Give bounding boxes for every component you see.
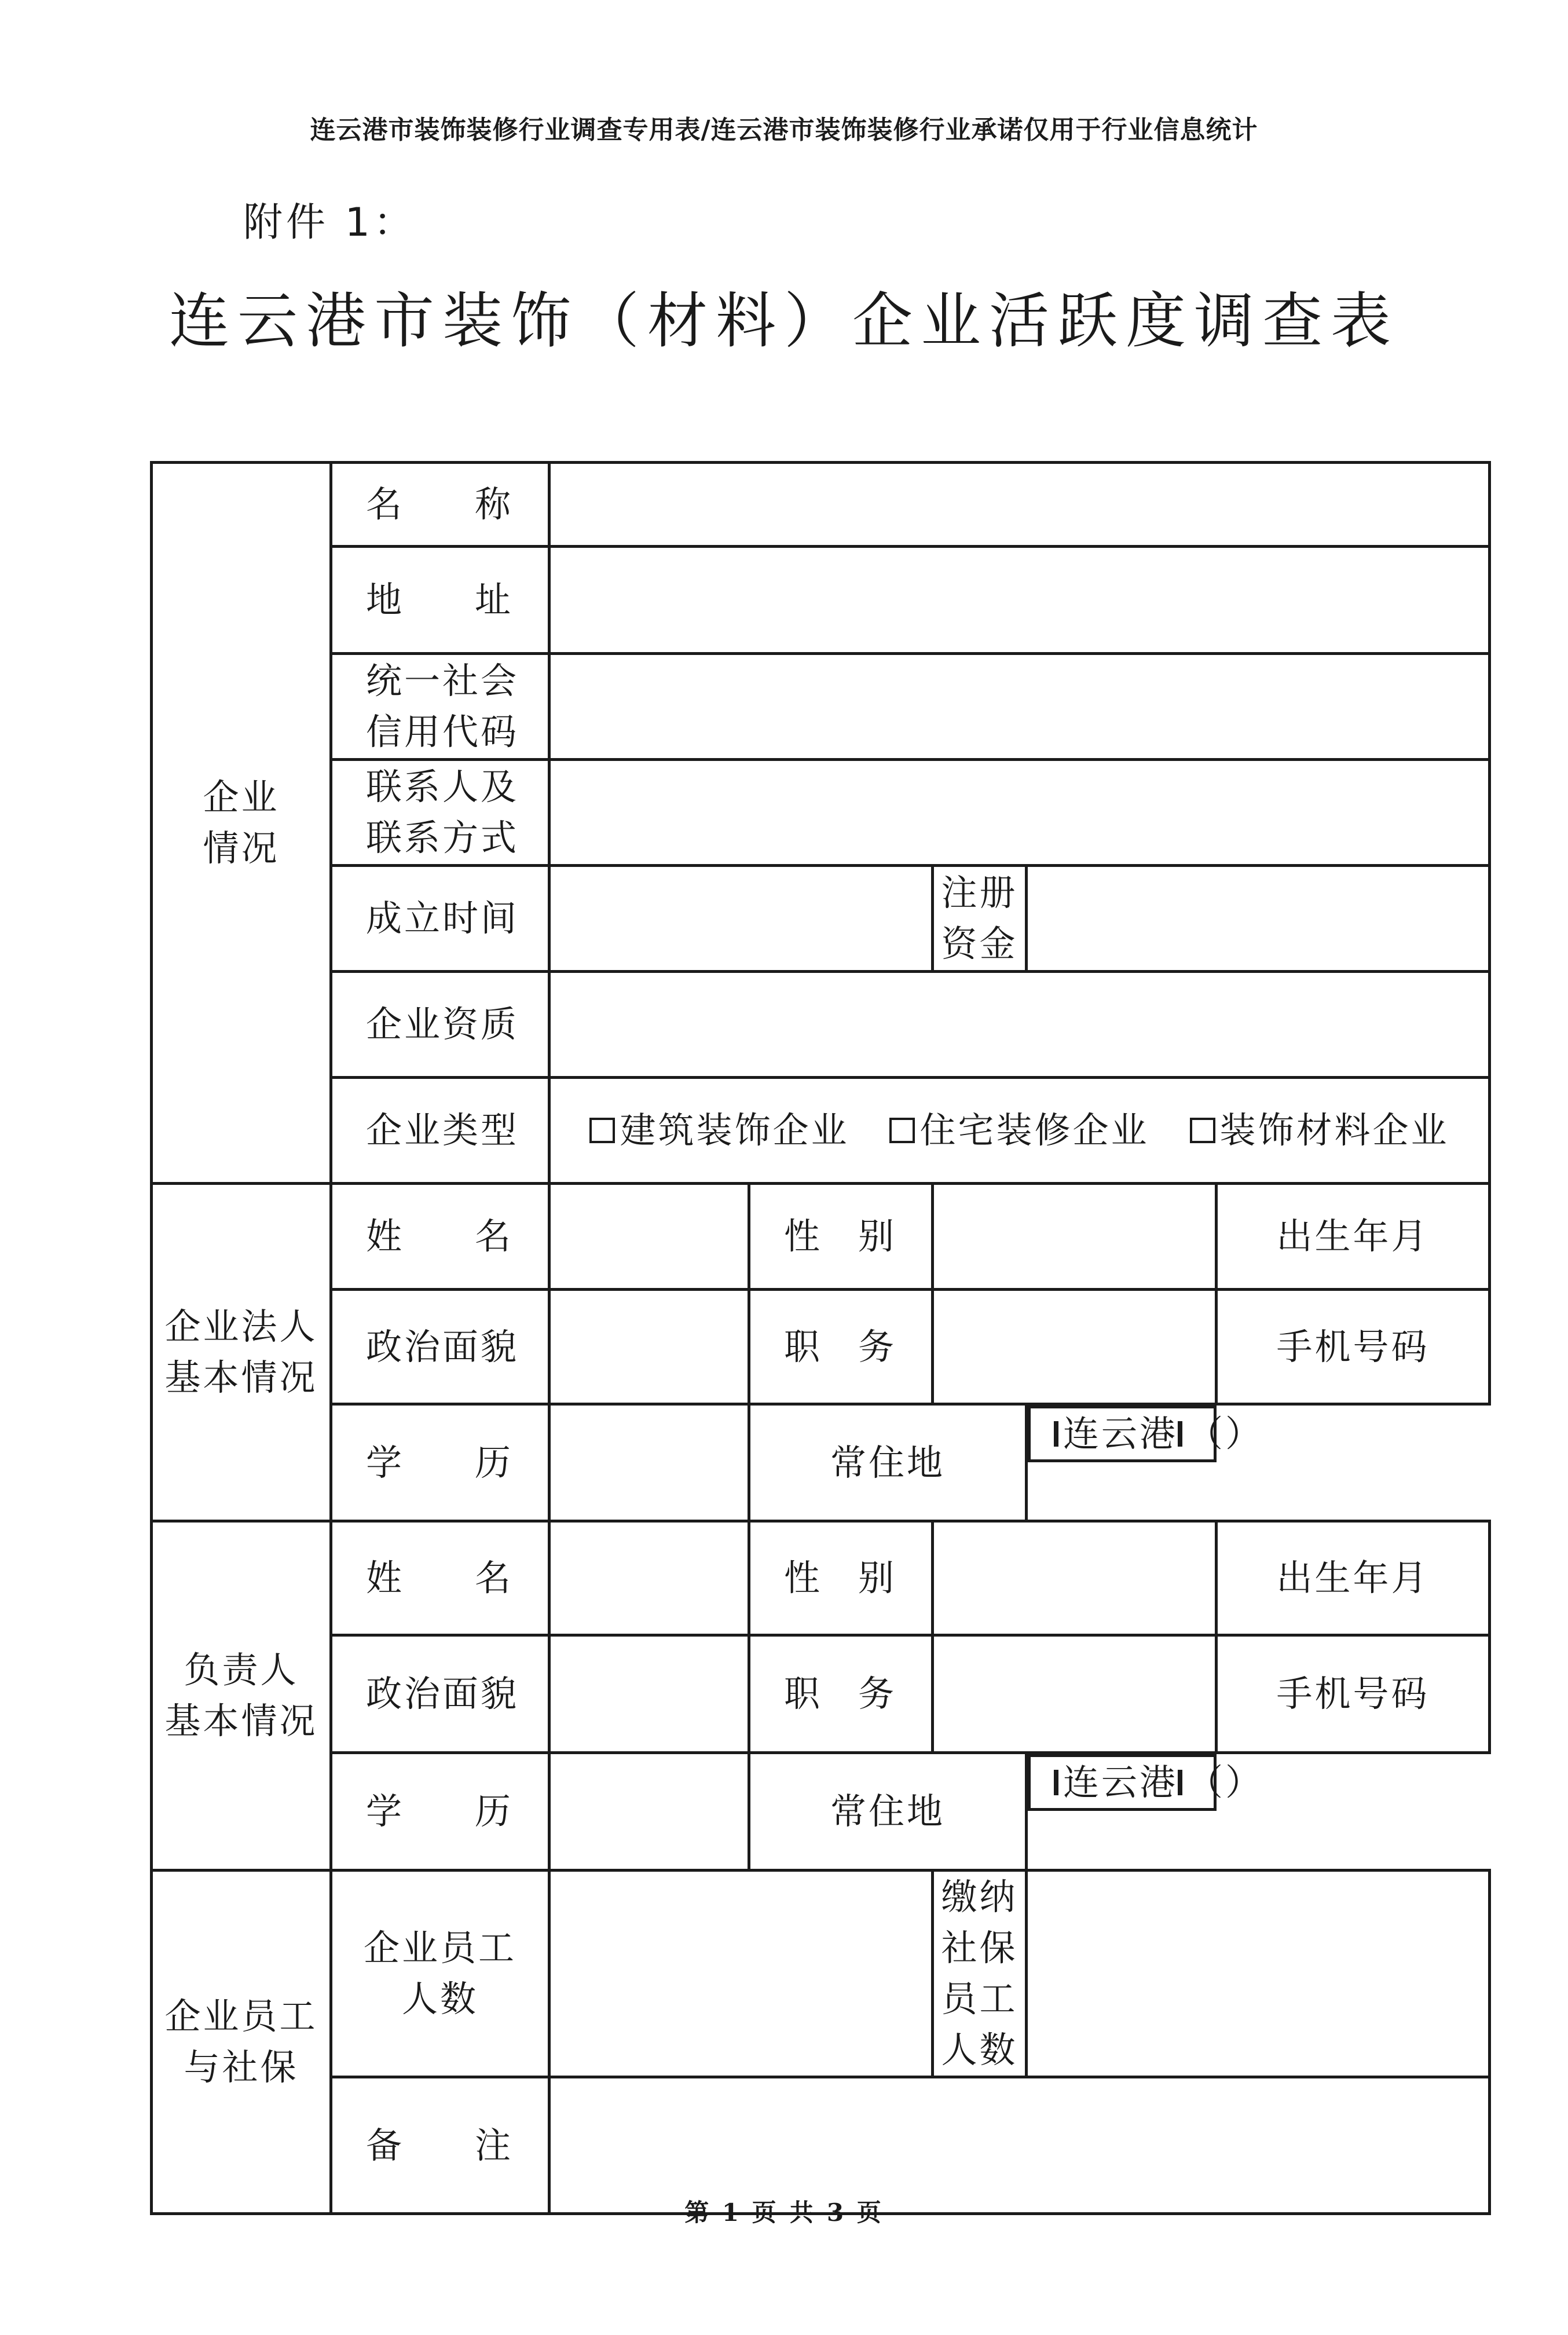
manager-politics-label: 政治面貌: [331, 1635, 549, 1753]
company-type-options: [549, 1078, 1490, 1184]
manager-position-field[interactable]: [933, 1635, 1217, 1753]
manager-position-label: [749, 1635, 933, 1753]
manager-education-label: [331, 1753, 549, 1871]
type-option-construction[interactable]: [589, 1105, 849, 1156]
legal-rep-gender-label: [749, 1184, 933, 1290]
company-name-label-char2: 称: [474, 483, 513, 525]
manager-phone-label: 手机号码: [1217, 1635, 1490, 1753]
section-legal-rep-label-line2: 基本情况: [164, 1356, 318, 1399]
legal-rep-birth-label: 出生年月: [1217, 1184, 1490, 1290]
contact-label-line2: 联系方式: [366, 817, 519, 859]
type-option-materials[interactable]: [1190, 1105, 1449, 1156]
qualification-label: 企业资质: [331, 972, 549, 1078]
section-manager-label: [152, 1521, 331, 1871]
checkbox-icon[interactable]: [1054, 1770, 1058, 1795]
credit-code-field[interactable]: [549, 654, 1490, 760]
manager-position-label-char1: 职: [784, 1672, 823, 1715]
manager-residence-paren-close: ）: [1225, 1761, 1264, 1803]
legal-rep-position-label-char1: 职: [784, 1325, 823, 1368]
checkbox-icon[interactable]: [1178, 1421, 1182, 1447]
manager-gender-label-char1: 性: [784, 1557, 823, 1599]
legal-rep-position-label: [749, 1290, 933, 1404]
company-address-label-char1: 地: [366, 579, 405, 621]
insured-count-label: [933, 1871, 1027, 2077]
manager-politics-field[interactable]: [549, 1635, 749, 1753]
legal-rep-name-label-char2: 名: [474, 1215, 513, 1257]
insured-count-label-line1: 缴纳社保: [941, 1876, 1018, 1969]
section-manager-label-line1: 负责人: [184, 1649, 299, 1691]
reg-capital-field[interactable]: [1027, 866, 1490, 972]
legal-rep-gender-field[interactable]: [933, 1184, 1217, 1290]
page-footer: 第 1 页 共 3 页: [684, 2198, 884, 2227]
employee-count-label-line2: 人数: [401, 1978, 478, 2020]
section-staff-label: [152, 1871, 331, 2214]
manager-name-label-char2: 名: [474, 1557, 513, 1599]
manager-education-label-char1: 学: [366, 1790, 405, 1832]
qualification-field[interactable]: [549, 972, 1490, 1078]
checkbox-icon[interactable]: [1190, 1118, 1215, 1143]
manager-residence-options: [1028, 1754, 1264, 1811]
company-address-label: [331, 547, 549, 654]
legal-rep-name-field[interactable]: [549, 1184, 749, 1290]
legal-rep-residence-paren-close: ）: [1225, 1412, 1264, 1455]
legal-rep-name-label: [331, 1184, 549, 1290]
employee-count-label-line1: 企业员工: [363, 1927, 516, 1969]
company-name-label: [331, 463, 549, 547]
legal-rep-education-label-char1: 学: [366, 1441, 405, 1484]
legal-rep-gender-label-char2: 别: [858, 1215, 896, 1257]
checkbox-icon[interactable]: [589, 1118, 615, 1143]
legal-rep-residence-options: [1028, 1406, 1264, 1462]
manager-name-field[interactable]: [549, 1521, 749, 1635]
company-type-label: 企业类型: [331, 1078, 549, 1184]
employee-count-label: [331, 1871, 549, 2077]
section-company-label: [152, 463, 331, 1184]
checkbox-icon[interactable]: [1054, 1421, 1058, 1447]
survey-form-table: [150, 461, 1491, 2215]
manager-gender-label: [749, 1521, 933, 1635]
employee-count-field[interactable]: [549, 1871, 933, 2077]
manager-residence-label: 常住地: [749, 1753, 1027, 1871]
section-legal-rep-label-line1: 企业法人: [164, 1305, 318, 1348]
manager-education-label-char2: 历: [474, 1790, 513, 1832]
remarks-label-char2: 注: [474, 2124, 513, 2166]
founded-field[interactable]: [549, 866, 933, 972]
legal-rep-position-field[interactable]: [933, 1290, 1217, 1404]
legal-rep-residence-label: 常住地: [749, 1404, 1027, 1521]
section-company-label-line1: 企业: [203, 776, 280, 818]
type-option-residential-label: 住宅装修企业: [919, 1109, 1149, 1151]
credit-code-label-line1: 统一社会: [366, 660, 519, 702]
section-legal-rep-label: [152, 1184, 331, 1521]
credit-code-label: [331, 654, 549, 760]
legal-rep-education-label: [331, 1404, 549, 1521]
manager-gender-label-char2: 别: [858, 1557, 896, 1599]
contact-field[interactable]: [549, 760, 1490, 866]
insured-count-field[interactable]: [1027, 1871, 1490, 2077]
manager-residence-paren-open: （: [1187, 1761, 1226, 1803]
section-company-label-line2: 情况: [203, 827, 280, 869]
section-staff-label-line1: 企业员工: [164, 1995, 318, 2037]
type-option-residential[interactable]: [889, 1105, 1149, 1156]
legal-rep-phone-label: 手机号码: [1217, 1290, 1490, 1404]
manager-name-label: [331, 1521, 549, 1635]
legal-rep-residence-opt1: 连云港: [1063, 1412, 1178, 1455]
checkbox-icon[interactable]: [1178, 1770, 1182, 1795]
type-option-materials-label: 装饰材料企业: [1219, 1109, 1449, 1151]
attachment-label: 附件 1：: [243, 200, 416, 246]
credit-code-label-line2: 信用代码: [366, 711, 519, 753]
company-name-label-char1: 名: [366, 483, 405, 525]
type-option-construction-label: 建筑装饰企业: [620, 1109, 849, 1151]
legal-rep-politics-label: 政治面貌: [331, 1290, 549, 1404]
manager-birth-label: 出生年月: [1217, 1521, 1490, 1635]
manager-name-label-char1: 姓: [366, 1557, 405, 1599]
section-staff-label-line2: 与社保: [184, 2046, 299, 2088]
legal-rep-education-label-char2: 历: [474, 1441, 513, 1484]
page-title: 连云港市装饰（材料）企业活跃度调查表: [168, 286, 1399, 356]
manager-residence-opt1: 连云港: [1063, 1761, 1178, 1803]
legal-rep-name-label-char1: 姓: [366, 1215, 405, 1257]
company-name-field[interactable]: [549, 463, 1490, 547]
contact-label: [331, 760, 549, 866]
legal-rep-position-label-char2: 务: [858, 1325, 896, 1368]
manager-position-label-char2: 务: [858, 1672, 896, 1715]
legal-rep-politics-field[interactable]: [549, 1290, 749, 1404]
header-note: 连云港市装饰装修行业调查专用表/连云港市装饰装修行业承诺仅用于行业信息统计: [310, 115, 1258, 145]
legal-rep-residence-paren-open: （: [1187, 1412, 1226, 1455]
reg-capital-label: 注册资金: [933, 866, 1027, 972]
insured-count-label-line2: 员工人数: [941, 1978, 1018, 2071]
checkbox-icon[interactable]: [889, 1118, 915, 1143]
company-address-field[interactable]: [549, 547, 1490, 654]
legal-rep-education-field[interactable]: [549, 1404, 749, 1521]
legal-rep-gender-label-char1: 性: [784, 1215, 823, 1257]
section-manager-label-line2: 基本情况: [164, 1700, 318, 1742]
remarks-label-char1: 备: [366, 2124, 405, 2166]
founded-label: 成立时间: [331, 866, 549, 972]
manager-education-field[interactable]: [549, 1753, 749, 1871]
contact-label-line1: 联系人及: [366, 766, 519, 808]
manager-gender-field[interactable]: [933, 1521, 1217, 1635]
company-address-label-char2: 址: [474, 579, 513, 621]
